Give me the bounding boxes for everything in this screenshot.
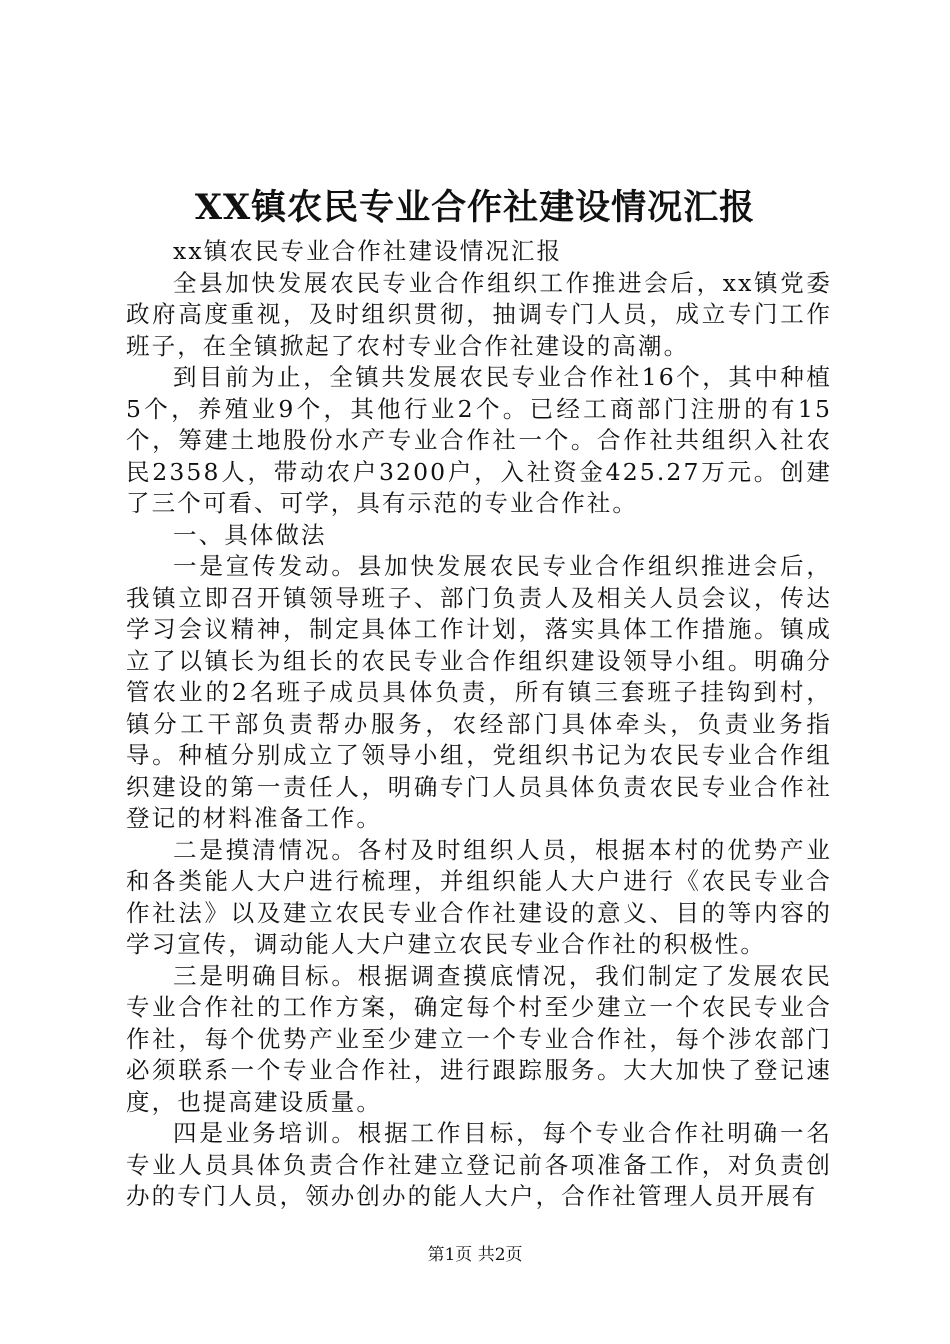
paragraph-training: 四是业务培训。根据工作目标，每个专业合作社明确一名专业人员具体负责合作社建立登记前各项准备工作，对负责创办的专门人员，领办创办的能人大户，合作社管理人员开展有 (126, 1119, 832, 1210)
paragraph-statistics: 到目前为止，全镇共发展农民专业合作社16个，其中种植5个，养殖业9个，其他行业2个。已经工商部门注册的有15个，筹建土地股份水产专业合作社一个。合作社共组织入社农民2358人，带动农户3200户，入社资金425.27万元。创建了三个可看、可学，具有示范的专业合作社。 (126, 363, 832, 517)
document-body (126, 236, 832, 1213)
paragraph-targets: 三是明确目标。根据调查摸底情况，我们制定了发展农民专业合作社的工作方案，确定每个村至少建立一个农民专业合作社，每个优势产业至少建立一个专业合作社，每个涉农部门必须联系一个专业合作社，进行跟踪服务。大大加快了登记速度，也提高建设质量。 (126, 961, 832, 1116)
paragraph-intro: 全县加快发展农民专业合作组织工作推进会后，xx镇党委政府高度重视，及时组织贯彻，抽调专门人员，成立专门工作班子，在全镇掀起了农村专业合作社建设的高潮。 (126, 268, 832, 360)
paragraph-survey: 二是摸清情况。各村及时组织人员，根据本村的优势产业和各类能人大户进行梳理，并组织能人大户进行《农民专业合作社法》以及建立农民专业合作社建设的意义、目的等内容的学习宣传，调动能人大户建立农民专业合作社的积极性。 (126, 835, 832, 958)
document-title: XX镇农民专业合作社建设情况汇报 (194, 187, 756, 228)
paragraph-publicity: 一是宣传发动。县加快发展农民专业合作组织推进会后，我镇立即召开镇领导班子、部门负责人及相关人员会议，传达学习会议精神，制定具体工作计划，落实具体工作措施。镇成立了以镇长为组长的农民专业合作组织建设领导小组。明确分管农业的2名班子成员具体负责，所有镇三套班子挂钩到村，镇分工干部负责帮办服务，农经部门具体牵头，负责业务指导。种植分别成立了领导小组，党组织书记为农民专业合作组织建设的第一责任人，明确专门人员具体负责农民专业合作社登记的材料准备工作。 (126, 552, 832, 832)
paragraph-subtitle: xx镇农民专业合作社建设情况汇报 (173, 237, 563, 265)
section-heading: 一、具体做法 (173, 520, 327, 549)
page-number-footer: 第1页 共2页 (427, 1245, 523, 1265)
